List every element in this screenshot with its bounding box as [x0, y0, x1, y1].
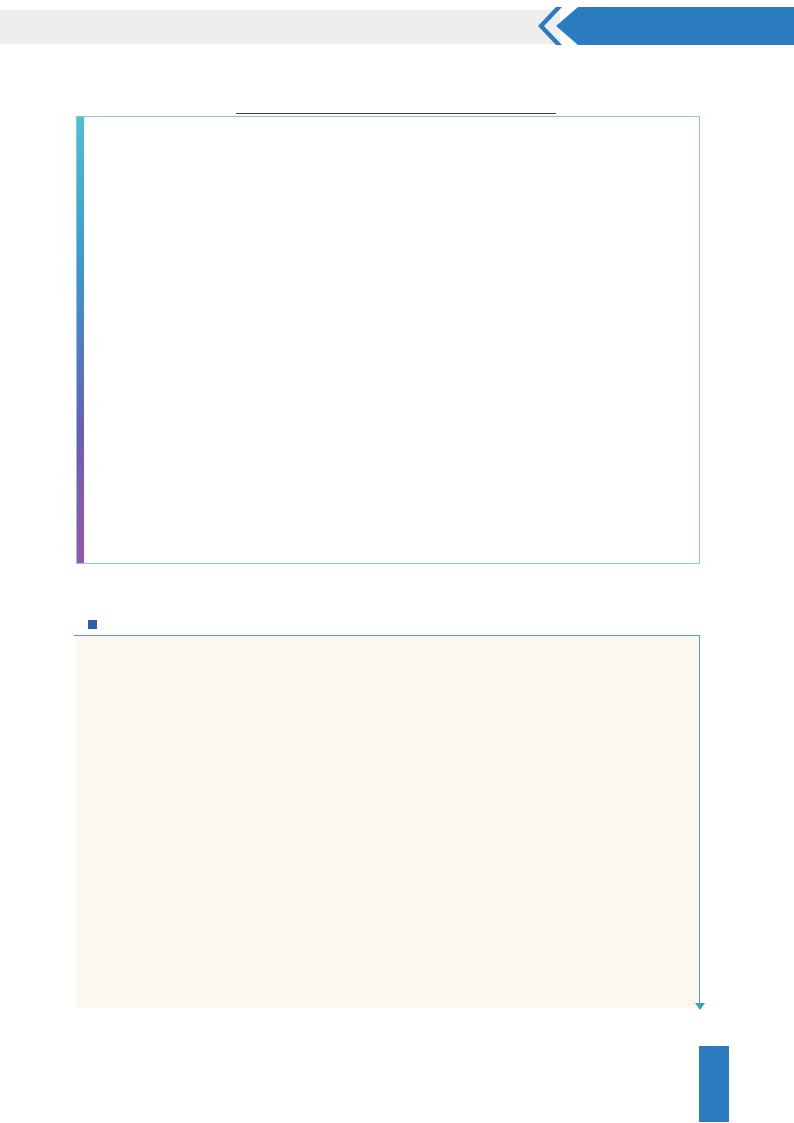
down-arrow-icon: [695, 1003, 705, 1010]
questions-panel-border: [699, 636, 700, 1004]
header-tab: [556, 7, 794, 45]
gradient-side-bar: [77, 117, 84, 563]
square-bullet-icon: [88, 620, 97, 629]
section1-title-underline: [236, 113, 556, 114]
header-band: [0, 10, 560, 44]
explanation-box: [76, 116, 700, 564]
event-sequence-diagram: [100, 815, 692, 915]
page-number-tab: [699, 1046, 729, 1122]
